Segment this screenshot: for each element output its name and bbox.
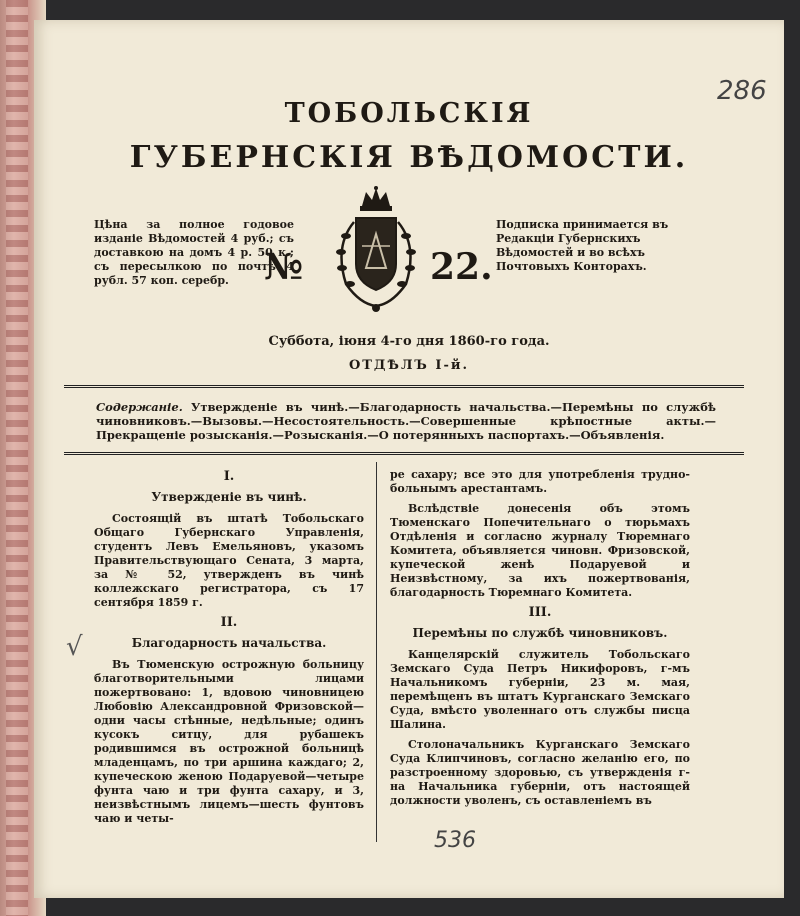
left-column [94, 468, 364, 832]
section-heading: Благодарность начальства. [131, 636, 327, 650]
masthead-title-line1: ТОБОЛЬСКІЯ [284, 98, 534, 129]
right-column [390, 468, 690, 814]
department-heading: ОТДѢЛЪ I-й. [348, 358, 470, 373]
section-number: II. [220, 615, 238, 630]
issue-number-label: № [264, 246, 304, 288]
contents-rule [64, 452, 744, 455]
contents-text: Утвержденіе въ чинѣ.—Благодарность начальства.—Перемѣны по службѣ чиновниковъ.—Вызовы.—Несостоятельность.—Совершенные крѣпостные акты.—Прекращеніе розысканія.—Розысканія.—О потерянныхъ паспортахъ.—Объявленія. [96, 400, 716, 442]
section-number: I. [223, 469, 235, 484]
header-rule [64, 385, 744, 388]
article-paragraph: Въ Тюменскую острожную больницу благотворительными лицами пожертвовано: 1, вдовою чиновницею Любовію Александровной Фризовской—одни часы стѣнные, недѣльные; одинъ кусокъ ситцу, для рубашекъ родившимся въ острожной больницѣ младенцамъ, по три аршина каждаго; 2, купеческою женою Подаруевой—четыре фунта чаю и три фунта сахару, и 3, неизвѣстнымъ лицемъ—шесть фунтовъ чаю и четы- [94, 658, 364, 825]
contents-label: Содержаніе. [96, 400, 183, 414]
handwritten-page-number: 286 [717, 76, 767, 106]
article-paragraph: Состоящій въ штатѣ Тобольскаго Общаго Губернскаго Управленія, студентъ Левъ Емельяновъ, указомъ Правительствующаго Сената, 3 марта, за № 52, утвержденъ въ чинѣ коллежскаго регистратора, съ 17 сентября 1859 г. [94, 512, 364, 609]
issue-date: Суббота, іюня 4-го дня 1860-го года. [268, 334, 550, 349]
article-paragraph: ре сахару; все это для употребленія трудно-больнымъ арестантамъ. [390, 468, 690, 495]
handwritten-check-mark: √ [66, 632, 83, 662]
coat-of-arms-icon [326, 186, 426, 318]
newspaper-page [34, 20, 784, 898]
column-divider [376, 462, 377, 842]
handwritten-folio-number: 536 [434, 828, 476, 853]
issue-number: 22. [430, 246, 493, 288]
masthead-title-line2: ГУБЕРНСКІЯ ВѢДОМОСТИ. [129, 140, 689, 175]
section-number: III. [528, 605, 552, 620]
article-paragraph: Канцелярскій служитель Тобольскаго Земскаго Суда Петръ Никифоровъ, г-мъ Начальникомъ губерніи, 23 м. мая, перемѣщенъ въ штатъ Курганскаго Земскаго Суда, вмѣсто уволеннаго отъ службы писца Шалина. [390, 648, 690, 731]
price-notice: Цѣна за полное годовое изданіе Вѣдомостей 4 руб.; съ доставкою на домъ 4 р. 50 к.; съ пересылкою по почтѣ 4 рубл. 57 коп. серебр. [94, 218, 294, 287]
section-heading: Утвержденіе въ чинѣ. [151, 490, 307, 504]
article-paragraph: Вслѣдствіе донесенія объ этомъ Тюменскаго Попечительнаго о тюрьмахъ Отдѣленія и согласно журналу Тюремнаго Комитета, объявляется чиновн. Фризовской, купеческой женѣ Подаруевой и Неизвѣстному, за ихъ пожертвованія, благодарность Тюремнаго Комитета. [390, 502, 690, 599]
table-of-contents [96, 400, 716, 442]
subscription-notice: Подписка принимается въ Редакціи Губернскихъ Вѣдомостей и во всѣхъ Почтовыхъ Конторахъ. [496, 218, 669, 273]
section-heading: Перемѣны по службѣ чиновниковъ. [412, 626, 668, 640]
article-paragraph: Столоначальникъ Курганскаго Земскаго Суда Клипчиновъ, согласно желанію его, по разстроенному здоровью, съ утвержденія г-на Начальника губерніи, отъ настоящей должности уволенъ, съ оставленіемъ въ [390, 738, 690, 807]
